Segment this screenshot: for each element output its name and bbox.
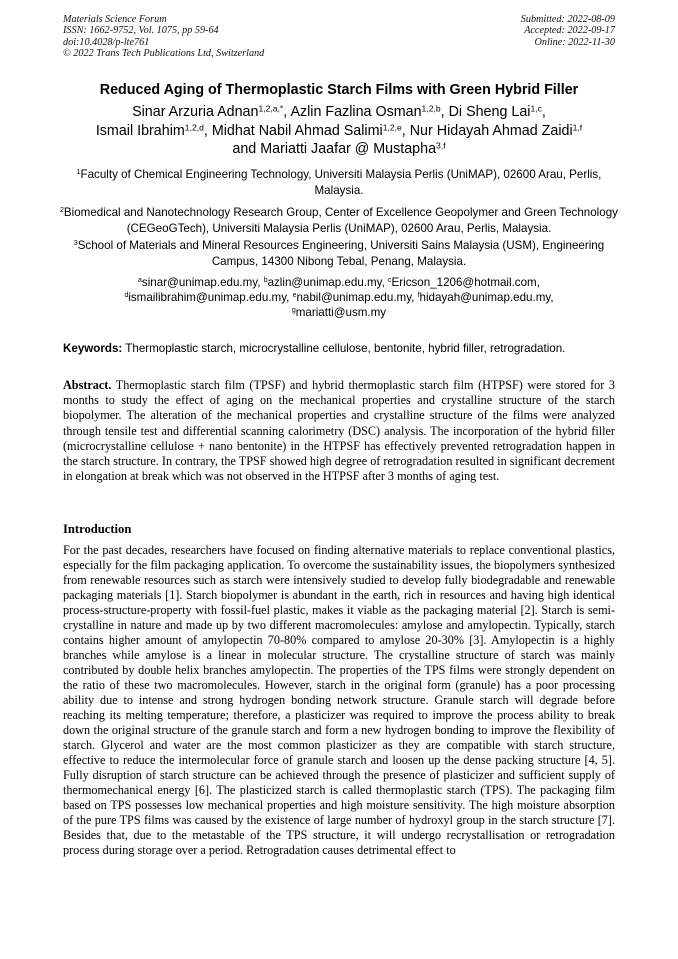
journal-name: Materials Science Forum (63, 14, 167, 25)
journal-doi: doi:10.4028/p-lte761 (63, 36, 150, 48)
author: Sinar Arzuria Adnan$^{1,2,a,*}$, (132, 103, 291, 120)
journal-issn: ISSN: 1662-9752, Vol. 1075, pp 59-64 (63, 25, 219, 37)
email[interactable]: $^a$sinar@unimap.edu.my (138, 276, 258, 289)
dates-header (521, 14, 615, 48)
introduction-body: For the past decades, researchers have focused on finding alternative materials to replace conventional plastics, especially for the film packaging application. To overcome the sustainability issues, the biopolymers synthesized from renewable resources such as starch were intensively studied to develop fully biodegradable and renewable packaging materials [1]. Starch biopolymer is abundant in the earth, rich in resources and having high identical process-structure-property with fossil-fuel plastic, makes it viable as the packaging material [2]. Starch is semi-crystalline in nature and made up by two different macromolecules: amylose and amylopectin. Typically, starch contains higher amount of amylopectin 70-80% compared to amylose 20-30% [3]. Amylopectin is a highly branches while amylose is a linear in molecular structure. The crystalline structure of starch was mainly contributed by double helix branches amylopectin. The properties of the TPS films were strongly dependent on the ratio of these two macromolecules. However, starch in the original form (granule) has a poor processing ability due to intense and strong hydrogen bonding network structure. Granule starch will degrade before reaching its melting temperature; therefore, a plasticizer was required to improve the process ability to break down the original structure of the granule starch and form a new hydrogen bonding to improve the flexibility of starch. Glycerol and water are the most common plasticizer as they are compatible with starch structure, effective to reduce the intermolecular force of granule starch and loosen up the dense packing structure [4, 5]. Fully disruption of starch structure can be achieved through the presence of plasticizer and sufficient supply of thermomechanical energy [6]. The plasticized starch is called thermoplastic starch (TPS). The packaging film based on TPS possesses low mechanical properties and high moisture sensitivity. The high moisture absorption of the pure TPS films was caused by the existence of large number of hydroxyl group in the starch structure [7]. Besides that, due to the metastable of the TPS structure, it will undergo recrystallisation or retrogradation process during storage over a period. Retrogradation causes detrimental effect to (63, 543, 615, 857)
author: Ismail Ibrahim$^{1,2,d}$, (95, 121, 212, 139)
accepted-date: Accepted: 2022-09-17 (524, 25, 615, 37)
section-heading-introduction: Introduction (63, 522, 132, 536)
keywords (63, 342, 623, 356)
abstract-label: Abstract. (63, 378, 112, 392)
affiliation-3: $^3$School of Materials and Mineral Resources Engineering, Universiti Sains Malaysia (USM), Engineering Campus, 14300 Nibong Tebal, Penang, Malaysia. (73, 239, 605, 268)
paper-title: Reduced Aging of Thermoplastic Starch Films with Green Hybrid Filler (99, 82, 579, 98)
author: Nur Hidayah Ahmad Zaidi$^{1,f}$ (409, 121, 583, 139)
email[interactable]: $^b$azlin@unimap.edu.my (263, 276, 382, 289)
email[interactable]: $^d$ismailibrahim@unimap.edu.my (124, 290, 287, 304)
keywords-label: Keywords: (63, 342, 123, 355)
journal-copyright: © 2022 Trans Tech Publications Ltd, Switzerland (63, 47, 265, 59)
email[interactable]: $^g$mariatti@usm.my (291, 305, 387, 319)
journal-header (63, 14, 264, 59)
online-date: Online: 2022-11-30 (534, 36, 615, 48)
affiliation-1: $^1$Faculty of Chemical Engineering Technology, Universiti Malaysia Perlis (UniMAP), 02600 Arau, Perlis, Malaysia. (76, 168, 602, 197)
author: and Mariatti Jaafar @ Mustapha$^{3,f}$ (232, 140, 446, 157)
author-list (50, 103, 628, 159)
email[interactable]: $^e$nabil@unimap.edu.my (292, 290, 412, 304)
abstract-text: Thermoplastic starch film (TPSF) and hybrid thermoplastic starch film (HTPSF) were stored for 3 months to study the effect of aging on the mechanical properties and crystalline structure of the starch biopolymer. The alteration of the mechanical properties and crystalline structure of the films were analyzed through tensile test and differential scanning calorimetry (DSC) analysis. The incorporation of the hybrid filler (microcrystalline cellulose + nano bentonite) in the HTPSF has effectively prevented retrogradation happen in the starch structure. In contrary, the TPSF showed high degree of retrogradation resulted in significant decrement in elongation at break which was not observed in the HTPSF after 3 months of aging test. (63, 378, 615, 484)
abstract (63, 378, 615, 484)
author: Di Sheng Lai$^{1,c}$, (448, 103, 546, 120)
email-list: $^a$sinar@unimap.edu.my, $^b$azlin@unimap.edu.my, $^c$Ericson_1206@hotmail.com, $^d$ismailibrahim@unimap.edu.my, $^e$nabil@unimap.edu.my, $^f$hidayah@unimap.edu.my, $^g$mariatti@usm.my (124, 276, 554, 319)
affiliation-2: $^2$Biomedical and Nanotechnology Research Group, Center of Excellence Geopolymer and Green Technology (CEGeoGTech), Universiti Malaysia Perlis (UniMAP), 02600 Arau, Perlis, Malaysia. (60, 206, 618, 235)
email[interactable]: $^f$hidayah@unimap.edu.my (417, 290, 551, 304)
keywords-text: Thermoplastic starch, microcrystalline cellulose, bentonite, hybrid filler, retrogradation. (122, 342, 566, 355)
author: Midhat Nabil Ahmad Salimi$^{1,2,e}$, (211, 121, 410, 139)
submitted-date: Submitted: 2022-08-09 (520, 14, 615, 25)
author: Azlin Fazlina Osman$^{1,2,b}$, (290, 103, 449, 120)
email[interactable]: $^c$Ericson_1206@hotmail.com (388, 276, 537, 289)
